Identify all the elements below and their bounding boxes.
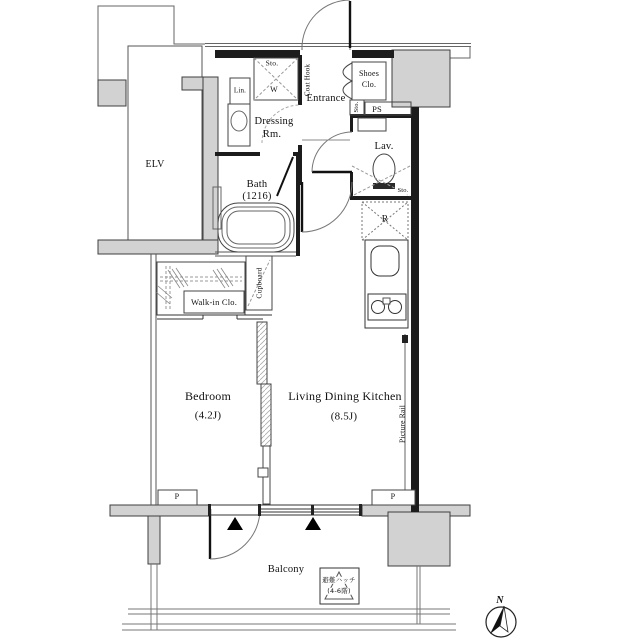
label-coat-hook: Coat Hook: [303, 63, 312, 97]
room-label-entrance: Entrance: [306, 92, 346, 104]
balcony-door: [210, 509, 260, 559]
opening-marker-bedroom: [227, 517, 243, 530]
wall-bath-east: [296, 155, 300, 256]
room-label-dressing-1: Dressing: [254, 115, 294, 127]
walkin-hangers-right: [213, 268, 233, 288]
label-shoes-1: Shoes: [358, 69, 380, 78]
toilet-bowl: [373, 154, 395, 184]
wall-elv-top-stub: [182, 77, 203, 90]
slide-panel-1: [257, 322, 267, 384]
lav-vanity: [358, 118, 386, 131]
room-label-bedroom: Bedroom: [184, 389, 232, 403]
bathtub-outer: [218, 203, 294, 252]
walkin-hangers-left: [168, 268, 188, 288]
wall-bottom-left: [110, 505, 210, 516]
wall-elv-bottom: [98, 240, 218, 254]
wall-lav-south: [350, 196, 412, 200]
bath-door: [277, 157, 293, 196]
wall-elv-right: [203, 77, 218, 254]
wall-dressing-bath-right: [293, 152, 300, 156]
wall-lav-west-upper: [350, 114, 353, 132]
slide-handle: [258, 468, 268, 477]
room-label-dressing-2: Rm.: [262, 128, 282, 140]
room-label-ldk-size: (8.5J): [330, 410, 358, 423]
compass-north-label: N: [496, 595, 504, 606]
room-label-elv: ELV: [145, 159, 165, 170]
wall-top-left-segment: [215, 50, 300, 58]
sliding-partition: [257, 322, 271, 504]
ldk-door: [302, 182, 352, 232]
compass: [486, 606, 516, 637]
wall-east: [411, 107, 419, 512]
stove-center: [383, 298, 390, 304]
toilet-seat: [373, 183, 395, 189]
wall-post-bottom-left: [148, 516, 160, 564]
bedroom-west-wall: [151, 254, 156, 505]
label-pillar-right: P: [390, 492, 396, 501]
wall-block-top-right: [392, 50, 450, 107]
lav-fixtures: [352, 118, 410, 196]
label-linen: Lin.: [233, 86, 247, 95]
opening-marker-ldk: [305, 517, 321, 530]
wall-hall-west-upper: [298, 55, 302, 105]
room-label-ldk: Living Dining Kitchen: [288, 389, 402, 403]
label-sto-toilet: Sto.: [397, 186, 409, 194]
wall-top-right-segment: [352, 50, 394, 58]
label-picture-rail: Picture Rail: [397, 404, 407, 444]
bedroom-north-wall: [157, 315, 272, 319]
slide-panel-2: [261, 384, 271, 446]
bath-south-wall: [215, 252, 296, 256]
room-label-bedroom-size: (4.2J): [194, 409, 222, 422]
vanity-basin: [231, 111, 247, 131]
room-label-lav: Lav.: [374, 140, 394, 152]
label-pillar-left: P: [174, 492, 180, 501]
label-hatch-1: 避難ハッチ: [322, 575, 356, 584]
label-fridge: R: [381, 214, 389, 225]
elv-shaft-outline: [128, 46, 202, 240]
label-hatch-2: (4-6階): [327, 586, 351, 595]
label-walk-in-closet: Walk-in Clo.: [190, 296, 238, 307]
label-sto-washer: Sto.: [265, 58, 279, 68]
label-cupboard: Cupboard: [254, 267, 264, 299]
label-washer: W: [270, 85, 278, 94]
label-shoes-2: Clo.: [361, 80, 377, 89]
wall-block-bottom-right: [388, 512, 450, 566]
kitchen-sink: [371, 246, 399, 276]
label-sto-shoes: Sto.: [352, 101, 360, 113]
room-label-balcony: Balcony: [267, 563, 305, 575]
wall-pier-left: [98, 80, 126, 106]
room-label-bath-1: Bath: [246, 178, 268, 190]
entrance-door: [302, 0, 350, 48]
room-label-bath-2: (1216): [242, 190, 272, 202]
wall-dressing-bath-left: [215, 152, 260, 156]
bathtub-inner: [227, 211, 285, 244]
label-ps: PS: [372, 103, 382, 114]
compass-needle-light: [500, 606, 508, 632]
lav-door: [312, 132, 352, 172]
